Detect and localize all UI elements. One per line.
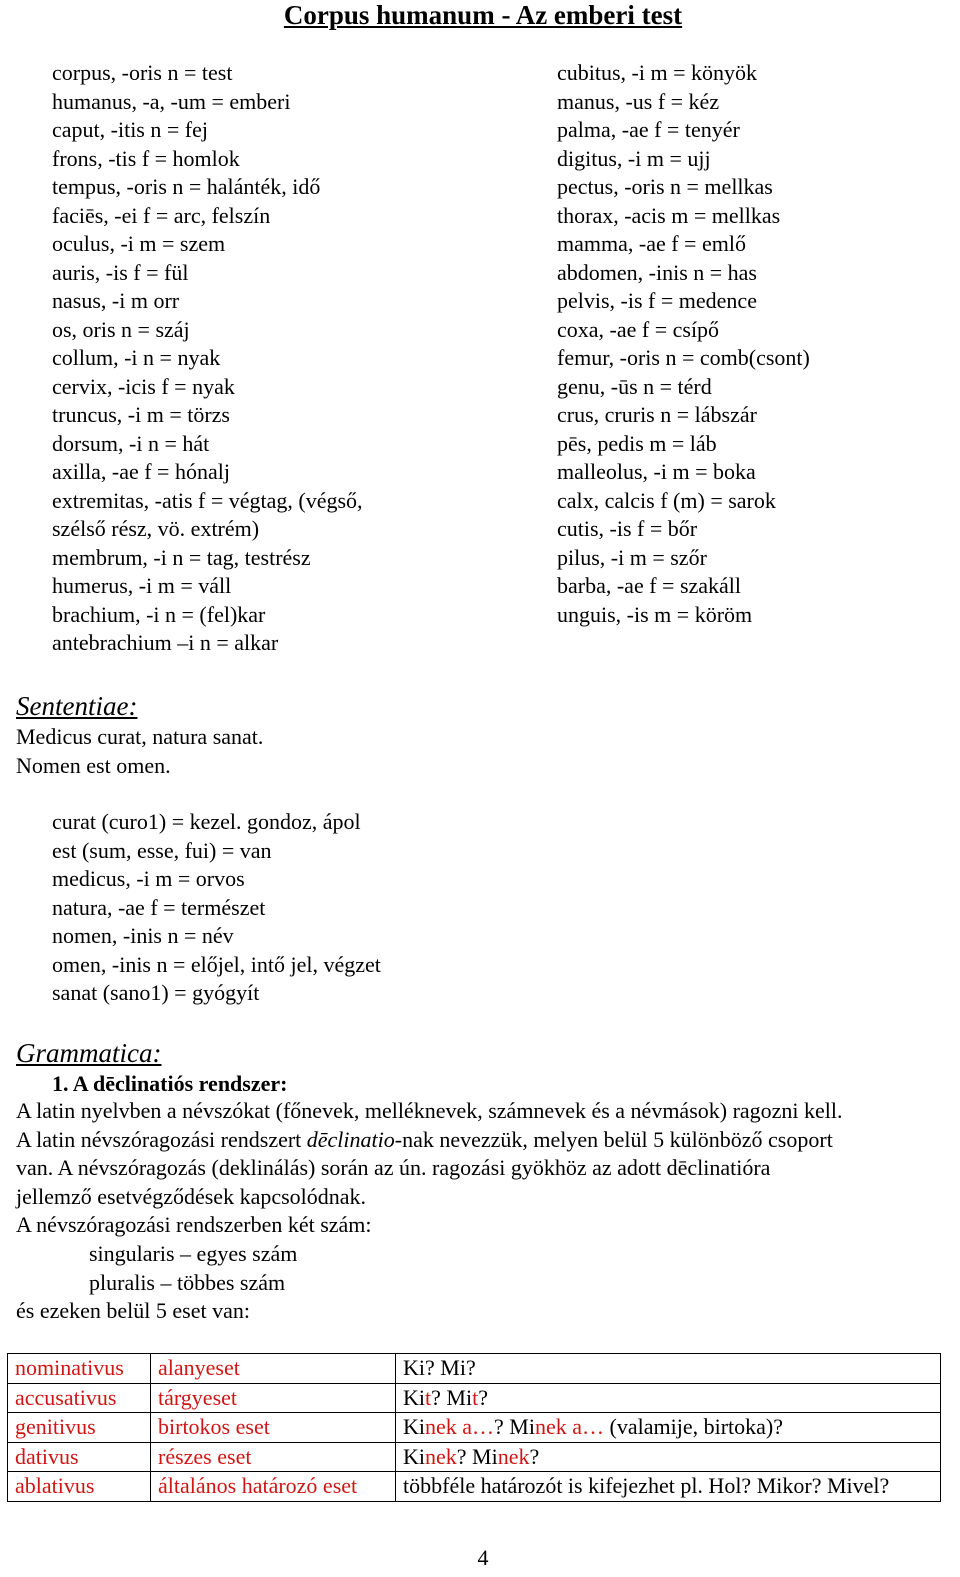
case-hungarian: általános határozó eset (151, 1472, 396, 1502)
vocab-entry: medicus, -i m = orvos (52, 866, 245, 891)
vocab-entry: manus, -us f = kéz (557, 88, 720, 114)
vocab-entry: omen, -inis n = előjel, intő jel, végzet (52, 951, 381, 977)
vocab-entry: cubitus, -i m = könyök (557, 60, 758, 85)
vocab-entry: tempus, -oris n = halánték, idő (52, 174, 321, 199)
vocab-entry: genu, -ūs n = térd (557, 373, 712, 399)
case-question-text: ? Mi (431, 1384, 473, 1410)
cases-table (7, 1353, 941, 1502)
vocab-entry: thorax, -acis m = mellkas (557, 202, 781, 228)
vocab-entry: coxa, -ae f = csípő (557, 316, 720, 342)
vocab-entry: pēs, pedis m = láb (557, 430, 717, 456)
case-question-text: ? Mi (456, 1443, 498, 1469)
case-question-text: ? Mi (494, 1414, 535, 1440)
grammar-line (16, 1126, 956, 1155)
case-latin: genitivus (8, 1413, 151, 1443)
vocab-entry: sanat (sano1) = gyógyít (52, 980, 260, 1005)
case-question-text: Ki (403, 1384, 425, 1410)
case-suffix: nek (425, 1443, 457, 1469)
sentence-line: Medicus curat, natura sanat. (16, 724, 264, 749)
grammatica-heading: Grammatica: (16, 1038, 162, 1068)
vocab-entry: calx, calcis f (m) = sarok (557, 487, 776, 513)
vocab-entry: truncus, -i m = törzs (52, 402, 230, 427)
vocab-entry: humerus, -i m = váll (52, 573, 232, 598)
grammatica-subheading: 1. A dēclinatiós rendszer: (52, 1071, 288, 1096)
vocab-entry: pectus, -oris n = mellkas (557, 174, 773, 199)
vocab-entry: antebrachium –i n = alkar (52, 630, 279, 655)
case-question (396, 1472, 941, 1502)
vocab-entry: membrum, -i n = tag, testrész (52, 544, 311, 570)
vocab-entry: humanus, -a, -um = emberi (52, 88, 291, 114)
case-suffix: t (425, 1384, 432, 1410)
vocab-entry: os, oris n = száj (52, 316, 190, 342)
vocab-entry: pelvis, -is f = medence (557, 288, 757, 313)
grammar-line: A latin nyelvben a névszókat (főnevek, melléknevek, számnevek és a névmások) ragozni kell. (16, 1098, 843, 1123)
vocab-entry: curat (curo1) = kezel. gondoz, ápol (52, 809, 361, 834)
grammar-line: jellemző esetvégződések kapcsolódnak. (16, 1183, 367, 1209)
grammar-number-line: singularis – egyes szám (89, 1240, 298, 1266)
case-hungarian: alanyeset (151, 1354, 396, 1384)
vocab-entry: collum, -i n = nyak (52, 345, 221, 370)
case-row (8, 1472, 941, 1502)
case-question-text: ? (529, 1443, 540, 1469)
vocab-entry: abdomen, -inis n = has (557, 259, 757, 285)
case-question (396, 1442, 941, 1472)
vocab-entry: femur, -oris n = comb(csont) (557, 345, 810, 370)
case-hungarian: részes eset (151, 1442, 396, 1472)
grammar-text: A latin névszóragozási rendszert (16, 1126, 307, 1152)
case-suffix: t (472, 1384, 479, 1410)
case-question-text: Ki? Mi? (403, 1355, 476, 1381)
vocab-entry: axilla, -ae f = hónalj (52, 459, 230, 484)
vocab-entry: mamma, -ae f = emlő (557, 231, 746, 256)
vocab-entry: est (sum, esse, fui) = van (52, 837, 272, 863)
case-question (396, 1413, 941, 1443)
grammar-text: -nak nevezzük, melyen belül 5 különböző csoport (394, 1126, 833, 1152)
case-row (8, 1413, 941, 1443)
page-title: Corpus humanum - Az emberi test (283, 0, 683, 30)
grammar-line: A névszóragozási rendszerben két szám: (16, 1212, 372, 1238)
vocab-entry: barba, -ae f = szakáll (557, 573, 742, 598)
vocab-entry: corpus, -oris n = test (52, 60, 233, 85)
case-suffix: nek (497, 1443, 530, 1469)
vocab-entry: digitus, -i m = ujj (557, 145, 711, 171)
vocab-entry: frons, -tis f = homlok (52, 145, 240, 171)
case-latin: ablativus (8, 1472, 151, 1502)
vocab-entry: caput, -itis n = fej (52, 117, 208, 142)
vocab-entry: unguis, -is m = köröm (557, 601, 753, 627)
vocab-entry: nomen, -inis n = név (52, 923, 234, 948)
case-hungarian: tárgyeset (151, 1383, 396, 1413)
case-hungarian: birtokos eset (151, 1413, 396, 1443)
grammatica-body (16, 1097, 956, 1326)
grammar-line: és ezeken belül 5 eset van: (16, 1298, 250, 1324)
vocab-entry: dorsum, -i n = hát (52, 430, 210, 456)
vocab-entry: brachium, -i n = (fel)kar (52, 601, 266, 627)
vocab-list-left (52, 59, 363, 658)
vocab-entry: auris, -is f = fül (52, 259, 189, 285)
case-question-text: többféle határozót is kifejezhet pl. Hol? Mikor? Mivel? (403, 1473, 890, 1499)
case-row (8, 1442, 941, 1472)
case-row (8, 1354, 941, 1384)
vocab-entry: oculus, -i m = szem (52, 231, 226, 256)
case-suffix: nek a… (534, 1414, 605, 1440)
vocab-entry: cutis, -is f = bőr (557, 516, 698, 541)
case-question-text: Ki (403, 1443, 425, 1469)
sententiae-lines (16, 722, 263, 780)
vocab-entry: extremitas, -atis f = végtag, (végső, (52, 487, 363, 513)
case-latin: nominativus (8, 1354, 151, 1384)
case-question-text: Ki (403, 1414, 425, 1440)
sentence-line: Nomen est omen. (16, 753, 171, 778)
vocab-entry: szélső rész, vö. extrém) (52, 516, 260, 541)
case-question-text: (valamije, birtoka)? (604, 1414, 783, 1440)
grammar-term-italic: dēclinatio (306, 1126, 395, 1152)
vocab-entry: natura, -ae f = természet (52, 894, 266, 920)
vocab-entry: pilus, -i m = szőr (557, 544, 707, 570)
vocab-entry: faciēs, -ei f = arc, felszín (52, 202, 271, 228)
case-latin: accusativus (8, 1383, 151, 1413)
vocab-entry: nasus, -i m orr (52, 288, 180, 313)
vocab-entry: malleolus, -i m = boka (557, 459, 756, 484)
vocab-entry: crus, cruris n = lábszár (557, 402, 757, 427)
case-latin: dativus (8, 1442, 151, 1472)
case-question-text: ? (478, 1384, 488, 1410)
case-suffix: nek a… (425, 1414, 495, 1440)
case-row (8, 1383, 941, 1413)
case-question (396, 1354, 941, 1384)
grammar-line: van. A névszóragozás (deklinálás) során az ún. ragozási gyökhöz az adott dēclinatióra (16, 1155, 771, 1181)
sententiae-heading: Sententiae: (16, 691, 138, 721)
grammar-number-line: pluralis – többes szám (89, 1269, 286, 1295)
vocab-entry: palma, -ae f = tenyér (557, 117, 740, 142)
sententiae-vocab-list (52, 808, 381, 1008)
case-question (396, 1383, 941, 1413)
page-number: 4 (477, 1545, 489, 1570)
vocab-list-right (557, 59, 810, 629)
vocab-entry: cervix, -icis f = nyak (52, 373, 235, 399)
